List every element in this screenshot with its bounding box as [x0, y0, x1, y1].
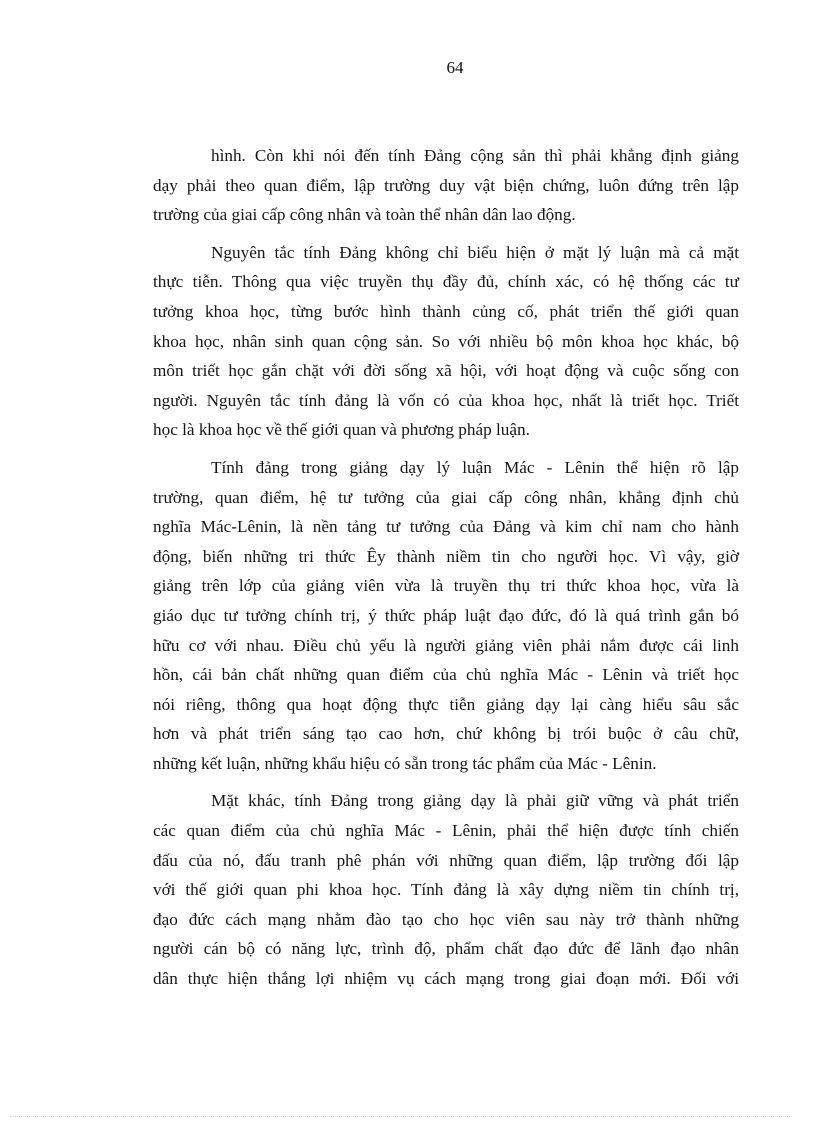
text-line: động, biến những tri thức Êy thành niềm tin cho người học. Vì vậy, giờ — [153, 546, 739, 566]
text-line: các quan điểm của chủ nghĩa Mác - Lênin, phải thể hiện được tính chiến — [153, 821, 739, 841]
text-line: dân thực hiện thắng lợi nhiệm vụ cách mạng trong giai đoạn mới. Đối với — [153, 969, 739, 989]
paragraph-1 — [153, 141, 739, 230]
text-line: người. Nguyên tắc tính đảng là vốn có của khoa học, nhất là triết học. Triết — [153, 390, 739, 410]
text-line: Nguyên tắc tính Đảng không chỉ biểu hiện ở mặt lý luận mà cả mặt — [211, 242, 739, 262]
text-line: nghĩa Mác-Lênin, là nền tảng tư tưởng của Đảng và kim chỉ nam cho hành — [153, 517, 739, 537]
text-line: dạy phải theo quan điểm, lập trường duy vật biện chứng, luôn đứng trên lập — [153, 175, 739, 195]
text-line: đạo đức cách mạng nhằm đào tạo cho học viên sau này trở thành những — [153, 909, 739, 929]
text-line: giảng trên lớp của giảng viên vừa là truyền thụ tri thức khoa học, vừa là — [153, 576, 739, 596]
text-line: hơn và phát triển sáng tạo cao hơn, chứ không bị trói buộc ở câu chữ, — [153, 724, 739, 744]
text-line: đấu của nó, đấu tranh phê phán với những quan điểm, lập trường đối lập — [153, 850, 739, 870]
text-line: môn triết học gắn chặt với đời sống xã hội, với hoạt động và cuộc sống con — [153, 361, 739, 381]
text-line: hình. Còn khi nói đến tính Đảng cộng sản thì phải khẳng định giảng — [211, 146, 739, 165]
body-text — [153, 141, 739, 994]
page-number: 64 — [446, 58, 464, 77]
page-bottom-divider — [10, 1116, 792, 1117]
text-line: Tính đảng trong giảng dạy lý luận Mác - Lênin thể hiện rõ lập — [211, 457, 739, 477]
text-line: giáo dục tư tưởng chính trị, ý thức pháp luật đạo đức, đó là quá trình gắn bó — [153, 605, 739, 625]
text-line: trường của giai cấp công nhân và toàn thể nhân dân lao động. — [153, 205, 576, 225]
paragraph-2 — [153, 238, 739, 445]
text-line: thực tiễn. Thông qua việc truyền thụ đầy đủ, chính xác, có hệ thống các tư — [153, 272, 739, 292]
text-line: với thế giới quan phi khoa học. Tính đảng là xây dựng niềm tin chính trị, — [153, 880, 739, 900]
paragraph-4 — [153, 786, 739, 993]
text-line: học là khoa học về thế giới quan và phương pháp luận. — [153, 420, 530, 440]
text-line: nói riêng, thông qua hoạt động thực tiễn giảng dạy lại càng hiểu sâu sắc — [153, 694, 739, 714]
text-line: khoa học, nhân sinh quan cộng sản. So với nhiều bộ môn khoa học khác, bộ — [153, 331, 739, 351]
text-line: hồn, cái bản chất những quan điểm của chủ nghĩa Mác - Lênin và triết học — [153, 665, 739, 685]
text-line: những kết luận, những khẩu hiệu có sẵn trong tác phẩm của Mác - Lênin. — [153, 753, 657, 773]
text-line: tưởng khoa học, từng bước hình thành củng cố, phát triển thế giới quan — [153, 301, 739, 321]
paragraph-3 — [153, 453, 739, 779]
text-line: trường, quan điểm, hệ tư tưởng của giai cấp công nhân, khẳng định chủ — [153, 487, 739, 507]
text-line: hữu cơ với nhau. Điều chủ yếu là người giảng viên phải nắm được cái linh — [153, 635, 739, 655]
text-line: người cán bộ có năng lực, trình độ, phẩm chất đạo đức để lãnh đạo nhân — [153, 939, 739, 959]
text-line: Mặt khác, tính Đảng trong giảng dạy là phải giữ vững và phát triển — [211, 791, 739, 811]
